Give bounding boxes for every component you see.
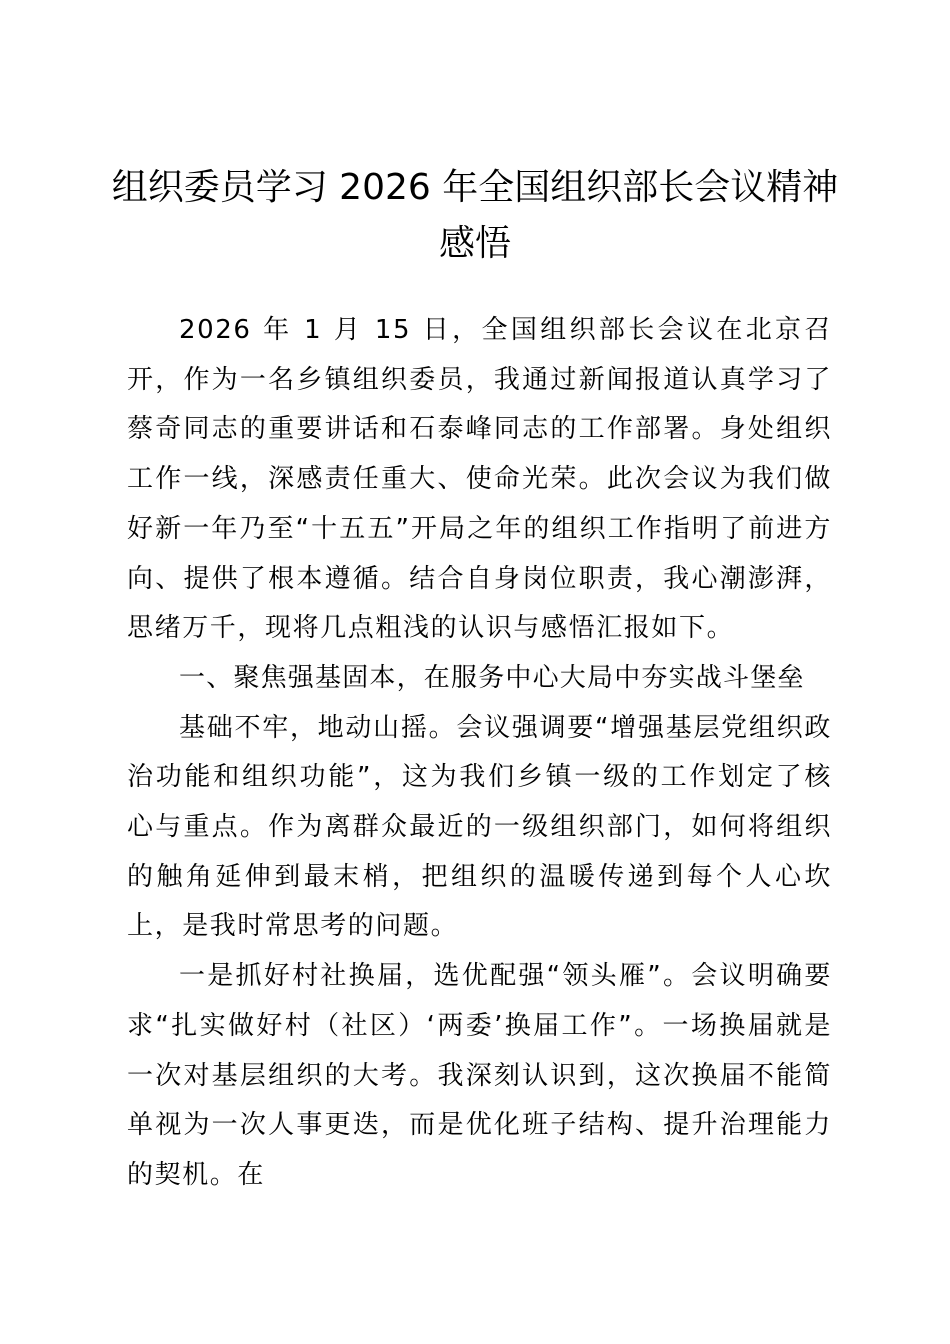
- intro-paragraph: 2026 年 1 月 15 日，全国组织部长会议在北京召开，作为一名乡镇组织委员，我通过新闻报道认真学习了蔡奇同志的重要讲话和石泰峰同志的工作部署。身处组织工作一线，深感责任重大、使命光荣。此次会议为我们做好新一年乃至“十五五”开局之年的组织工作指明了前进方向、提供了根本遵循。结合自身岗位职责，我心潮澎湃，思绪万千，现将几点粗浅的认识与感悟汇报如下。: [127, 315, 832, 644]
- section-paragraph: 一是抓好村社换届，选优配强“领头雁”。会议明确要求“扎实做好村（社区）‘两委’换届工作”。一场换届就是一次对基层组织的大考。我深刻认识到，这次换届不能简单视为一次人事更迭，而是优化班子结构、提升治理能力的契机。在: [127, 961, 832, 1190]
- document-title: 组织委员学习 2026 年全国组织部长会议精神感悟: [111, 167, 839, 264]
- document-body: [127, 306, 832, 1201]
- section-paragraph: 基础不牢，地动山摇。会议强调要“增强基层党组织政治功能和组织功能”，这为我们乡镇一级的工作划定了核心与重点。作为离群众最近的一级组织部门，如何将组织的触角延伸到最末梢，把组织的温暖传递到每个人心坎上，是我时常思考的问题。: [127, 712, 832, 942]
- section-heading: 一、聚焦强基固本，在服务中心大局中夯实战斗堡垒: [179, 662, 805, 693]
